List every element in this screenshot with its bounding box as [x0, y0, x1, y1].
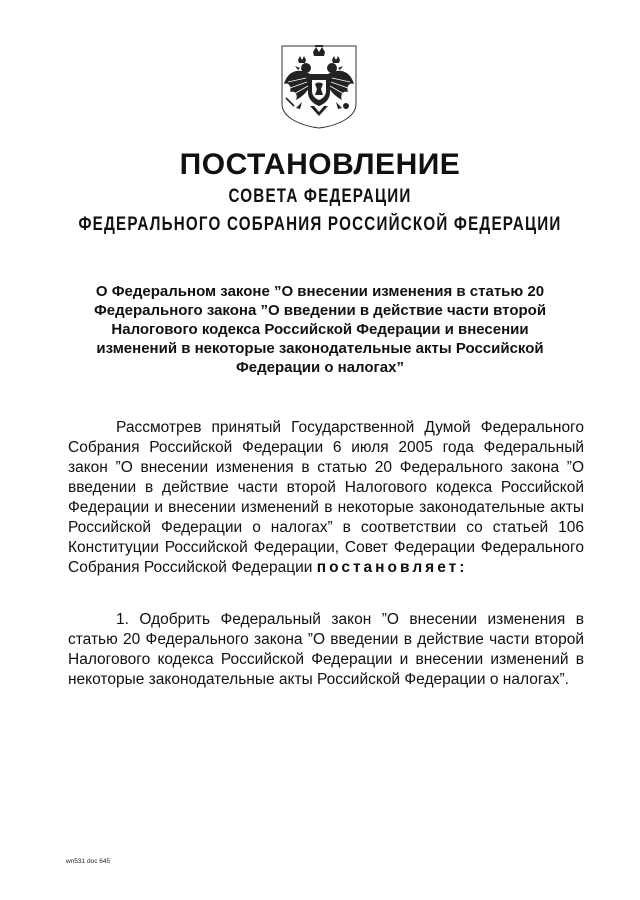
document-title: ПОСТАНОВЛЕНИЕ: [179, 148, 461, 181]
preamble-text: Рассмотрев принятый Государственной Думой Федерального Собрания Российской Федерации 6 июля 2005 года Федеральный закон ”О внесении изменения в статью 20 Федерального закона ”О введении в действие части второй Налогового кодекса Российской Федерации и внесении изменений в некоторые законодательные акты Российской Федерации о налогах” в соответствии со статьей 106 Конституции Российской Федерации, Совет Федерации Федерального Собрания Российской Федерации: [68, 419, 584, 576]
document-reference: wn531 doc 645: [66, 858, 111, 865]
issuer-line-1: СОВЕТА ФЕДЕРАЦИИ: [228, 186, 412, 207]
decree-word: постановляет:: [316, 559, 468, 576]
resolution-item-1: 1. Одобрить Федеральный закон ”О внесении изменения в статью 20 Федерального закона ”О введении в действие части второй Налогового кодекса Российской Федерации и внесении изменений в некоторые законодательные акты Российской Федерации о налогах”.: [68, 611, 584, 688]
russian-coat-of-arms-icon: [280, 44, 358, 130]
issuer-line-2: ФЕДЕРАЛЬНОГО СОБРАНИЯ РОССИЙСКОЙ ФЕДЕРАЦИИ: [78, 214, 562, 235]
preamble-paragraph: [68, 418, 584, 578]
document-subject: О Федеральном законе ”О внесении изменения в статью 20 Федерального закона ”О введении в действие части второй Налогового кодекса Российской Федерации и внесении изменений в некоторые законодательные акты Российской Федерации о налогах”: [93, 283, 547, 376]
